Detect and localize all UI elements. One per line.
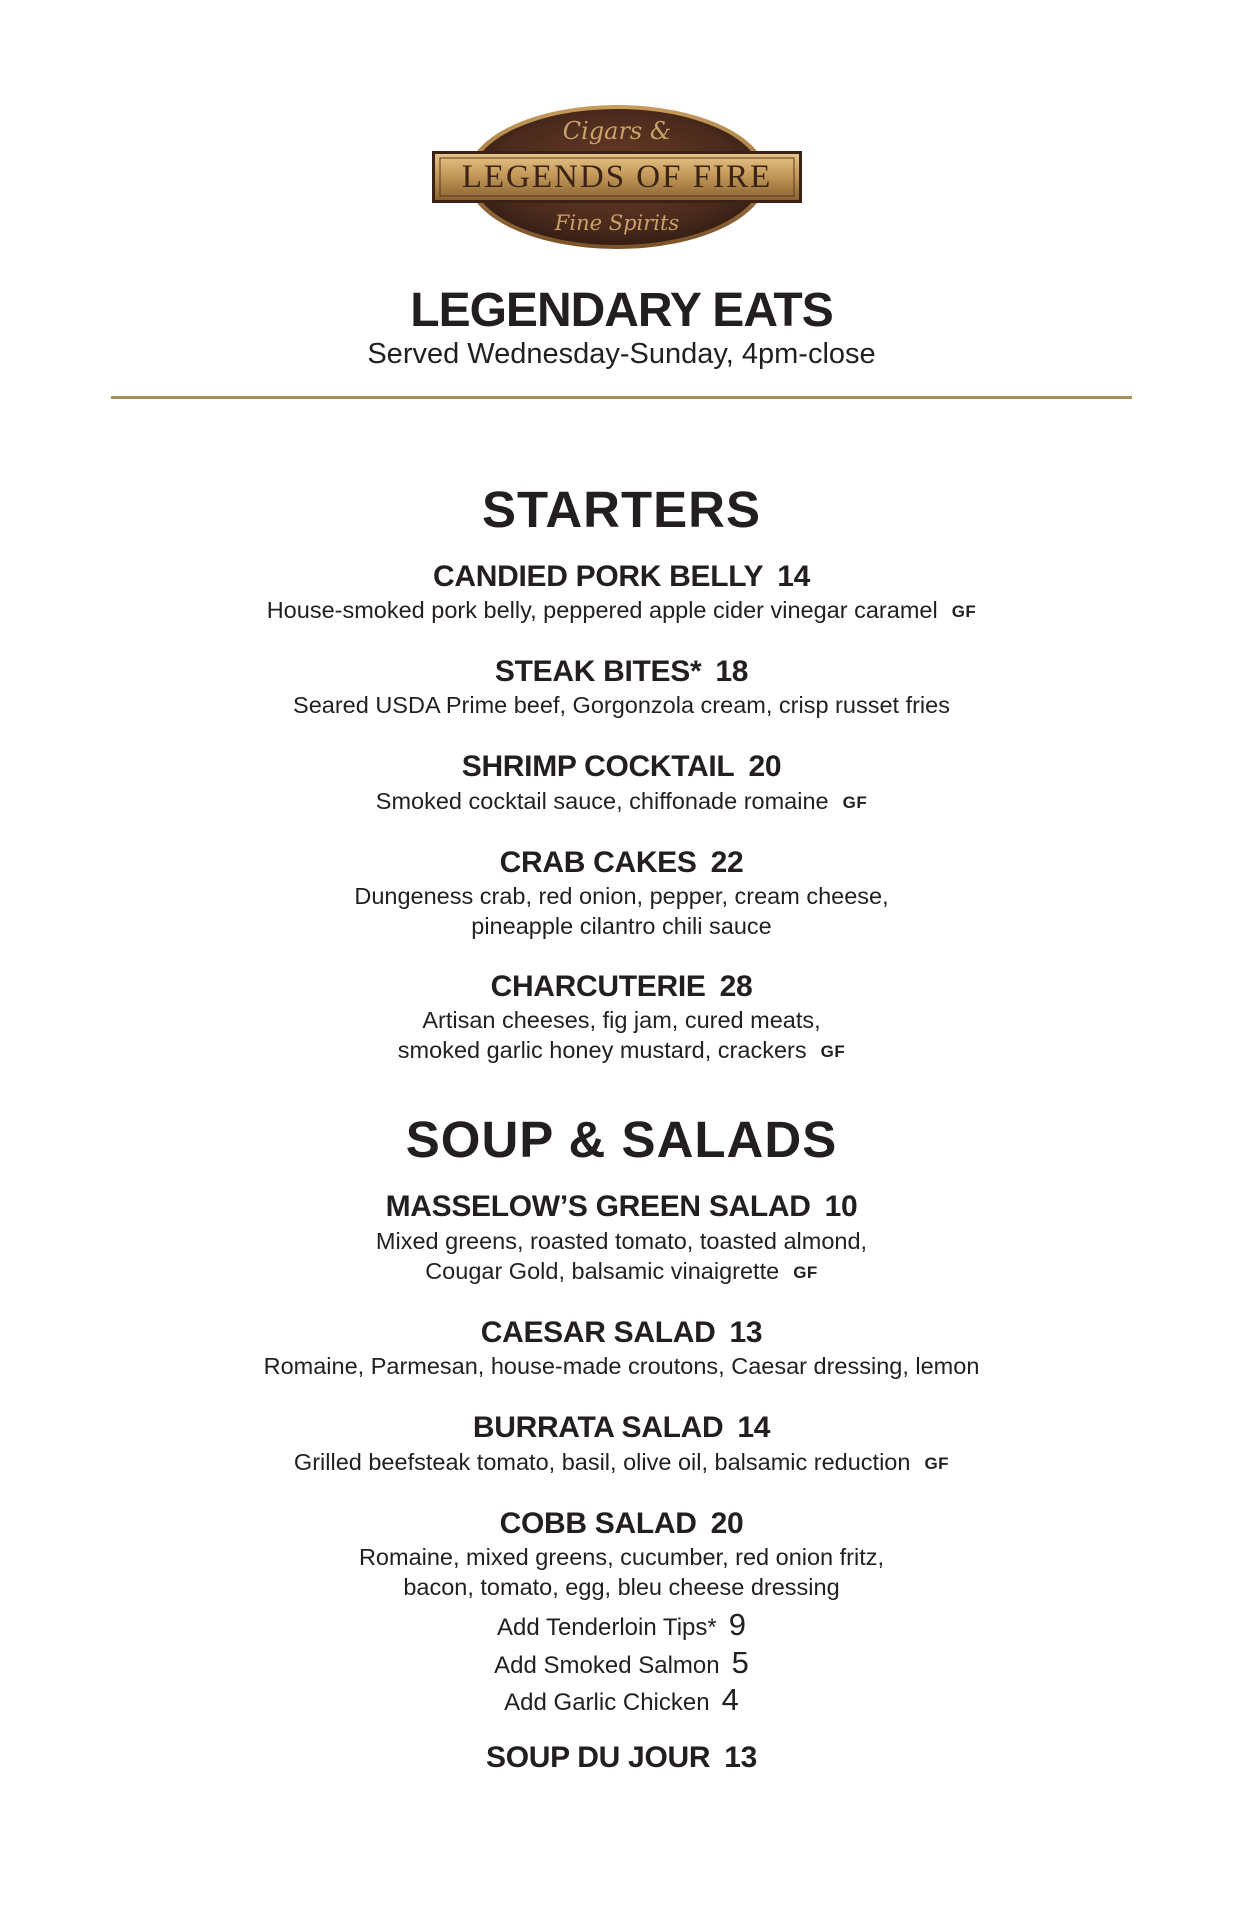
addon-label: Add Tenderloin Tips* [497, 1614, 717, 1641]
addon-label: Add Garlic Chicken [504, 1689, 710, 1716]
gf-badge: GF [820, 1042, 846, 1061]
gf-badge: GF [842, 793, 868, 812]
addon-label: Add Smoked Salmon [494, 1652, 720, 1679]
addon-price: 9 [728, 1607, 746, 1642]
section-title-soup-salads: SOUP & SALADS [405, 1111, 838, 1168]
menu-item-description [0, 911, 1243, 941]
menu-item-name [0, 1411, 1243, 1445]
item-name-text: COBB SALAD [499, 1507, 697, 1540]
menu-item-description [0, 690, 1243, 720]
menu-item-description [0, 881, 1243, 911]
item-desc-text: bacon, tomato, egg, bleu cheese dressing [403, 1574, 840, 1600]
legends-of-fire-logo [432, 103, 802, 251]
item-desc-text: Dungeness crab, red onion, pepper, cream cheese, [354, 883, 889, 909]
item-price: 10 [824, 1190, 858, 1223]
item-desc-text: Mixed greens, roasted tomato, toasted almond, [375, 1228, 868, 1254]
item-desc-text: pineapple cilantro chili sauce [471, 913, 772, 939]
item-price: 20 [710, 1507, 744, 1540]
addon-item [0, 1607, 1243, 1643]
divider [111, 396, 1132, 399]
service-hours: Served Wednesday-Sunday, 4pm-close [367, 338, 876, 370]
menu-item-name [0, 846, 1243, 880]
item-price: 13 [729, 1316, 763, 1349]
item-price: 13 [724, 1741, 757, 1774]
logo-bottom-text: Fine Spirits [554, 211, 680, 235]
section-title-starters: STARTERS [481, 481, 762, 538]
item-price: 18 [715, 655, 749, 688]
menu-item-name [0, 1190, 1243, 1224]
menu-item-description [0, 1351, 1243, 1381]
gf-badge: GF [951, 602, 977, 621]
item-desc-text: Romaine, mixed greens, cucumber, red onion fritz, [358, 1544, 885, 1570]
page-title: LEGENDARY EATS [410, 284, 833, 337]
menu-item-description [0, 1447, 1243, 1479]
menu-item-name [0, 970, 1243, 1004]
menu-item-description [0, 1542, 1243, 1572]
item-price: 28 [719, 970, 753, 1003]
menu-item-name [0, 560, 1243, 594]
item-desc-text: Romaine, Parmesan, house-made croutons, Caesar dressing, lemon [263, 1353, 980, 1379]
item-name-text: CHARCUTERIE [490, 970, 706, 1003]
item-name-text: BURRATA SALAD [472, 1411, 724, 1444]
item-name-text: CANDIED PORK BELLY [433, 560, 764, 593]
item-desc-text: Artisan cheeses, fig jam, cured meats, [422, 1007, 821, 1033]
addon-price: 5 [731, 1645, 749, 1680]
menu-item-name [0, 1741, 1243, 1775]
item-desc-text: Grilled beefsteak tomato, basil, olive oil, balsamic reduction [293, 1449, 911, 1475]
item-desc-text: House-smoked pork belly, peppered apple cider vinegar caramel [266, 597, 938, 623]
logo-top-text: Cigars & [562, 117, 672, 145]
menu-item-name [0, 655, 1243, 689]
item-name-text: STEAK BITES* [494, 655, 702, 688]
menu-item-name [0, 1316, 1243, 1350]
item-price: 22 [710, 846, 744, 879]
item-desc-text: Smoked cocktail sauce, chiffonade romaine [375, 788, 829, 814]
menu-item-name [0, 750, 1243, 784]
menu-item-description [0, 595, 1243, 627]
menu-item-description [0, 1256, 1243, 1288]
item-name-text: SOUP DU JOUR [485, 1741, 711, 1774]
item-name-text: CRAB CAKES [499, 846, 697, 879]
item-desc-text: Seared USDA Prime beef, Gorgonzola cream, crisp russet fries [293, 692, 950, 718]
item-price: 14 [737, 1411, 771, 1444]
item-desc-text: Cougar Gold, balsamic vinaigrette [425, 1258, 780, 1284]
menu-item-name [0, 1507, 1243, 1541]
menu-item-description [0, 1035, 1243, 1067]
gf-badge: GF [924, 1454, 950, 1473]
gf-badge: GF [793, 1263, 818, 1282]
addon-item [0, 1645, 1243, 1681]
item-name-text: CAESAR SALAD [480, 1316, 716, 1349]
menu-item-description [0, 1572, 1243, 1602]
logo-main-text: LEGENDS OF FIRE [461, 159, 773, 195]
item-price: 20 [748, 750, 782, 783]
addon-item [0, 1682, 1243, 1718]
menu-item-description [0, 1005, 1243, 1035]
item-desc-text: smoked garlic honey mustard, crackers [397, 1037, 807, 1063]
menu-item-description [0, 786, 1243, 818]
addon-price: 4 [721, 1682, 739, 1717]
item-name-text: MASSELOW’S GREEN SALAD [385, 1190, 811, 1223]
menu-item-description [0, 1226, 1243, 1256]
item-name-text: SHRIMP COCKTAIL [461, 750, 735, 783]
item-price: 14 [777, 560, 810, 593]
